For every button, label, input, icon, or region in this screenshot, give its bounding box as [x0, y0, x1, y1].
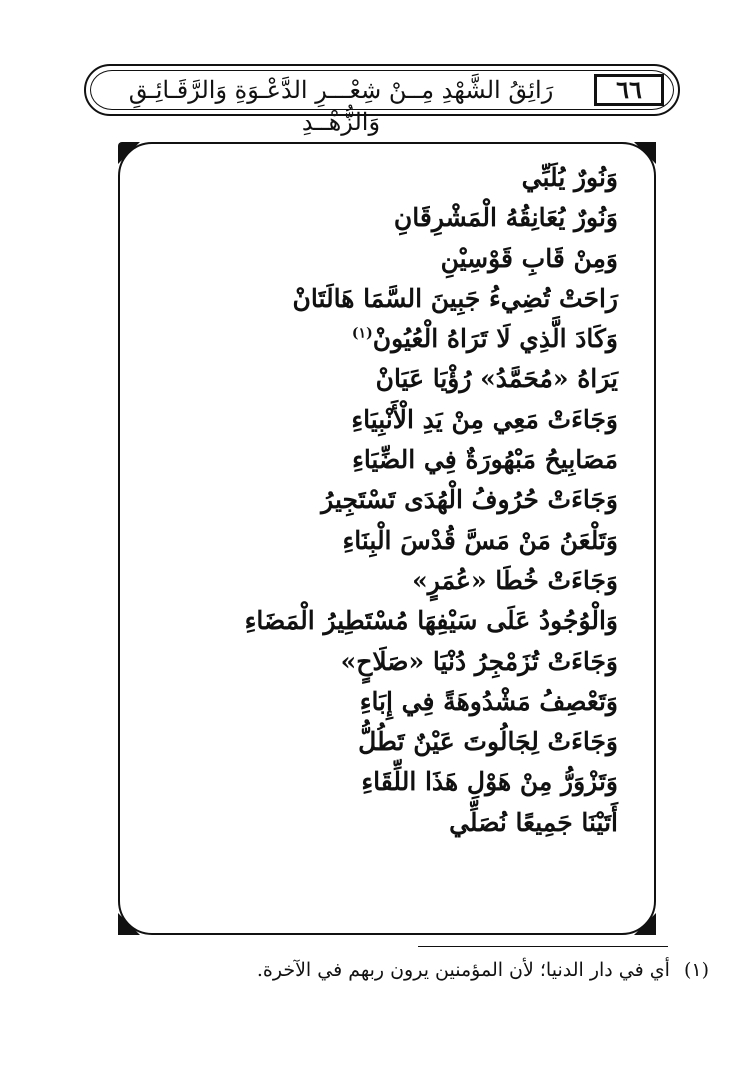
footnote-text: أي في دار الدنيا؛ لأن المؤمنين يرون ربهم في الآخرة. — [256, 959, 670, 981]
poem-line: وَمِنْ قَابِ قَوْسِيْنِ — [440, 243, 618, 273]
poem-line: وَالْوُجُودُ عَلَى سَيْفِهَا مُسْتَطِيرُ الْمَضَاءِ — [244, 606, 618, 636]
poem-line: وَجَاءَتْ لِجَالُوتَ عَيْنٌ تَطُلُّ — [358, 727, 618, 757]
footnote-marker: (١) — [351, 325, 373, 342]
page-number: ٦٦ — [594, 74, 664, 106]
poem-frame — [118, 142, 656, 935]
footnote-divider — [418, 946, 668, 947]
corner-ornament-bottom-right — [634, 913, 656, 935]
poem-line: وَجَاءَتْ مَعِي مِنْ يَدِ الْأَنْبِيَاءِ — [351, 404, 618, 434]
poem-line: وَتَلْعَنُ مَنْ مَسَّ قُدْسَ الْبِنَاءِ — [342, 525, 618, 555]
corner-ornament-bottom-left — [118, 913, 140, 935]
poem-line: أَتَيْنَا جَمِيعًا نُصَلِّي — [449, 807, 618, 837]
corner-ornament-top-right — [634, 142, 656, 164]
poem-line: وَنُورٌ يُلَبِّي — [521, 163, 618, 192]
poem-line: يَرَاهُ «مُحَمَّدُ» رُؤْيَا عَيَانْ — [375, 364, 618, 394]
footnote-number: (١) — [683, 959, 709, 981]
poem-lines — [150, 158, 618, 843]
poem-line: وَجَاءَتْ تُزَمْجِرُ دُنْيَا «صَلَاحٍ» — [340, 646, 618, 676]
corner-ornament-top-left — [118, 142, 140, 164]
poem-line: وَكَادَ الَّذِي لَا تَرَاهُ الْعُيُونْ$^{(١)}$ — [351, 324, 618, 354]
poem-line: رَاحَتْ تُضِيءُ جَبِينَ السَّمَا هَالَتَانْ — [292, 283, 618, 313]
poem-line: وَنُورٌ يُعَانِقُهُ الْمَشْرِقَانِ — [393, 203, 618, 233]
poem-line: وَجَاءَتْ حُرُوفُ الْهُدَى تَسْتَجِيرُ — [321, 485, 618, 515]
poem-line: وَتَعْصِفُ مَشْدُوهَةً فِي إِبَاءِ — [359, 686, 618, 716]
book-title: رَائِقُ الشَّهْدِ مِــنْ شِعْـــرِ الدَّعْـوَةِ وَالرَّقَـائِـقِ وَالزُّهْــدِ — [128, 76, 554, 136]
poem-line: مَصَابِيحُ مَبْهُورَةٌ فِي الضِّيَاءِ — [352, 445, 618, 475]
running-header — [84, 64, 680, 136]
footnote — [109, 956, 709, 984]
poem-line: وَجَاءَتْ خُطَا «عُمَرٍ» — [412, 565, 618, 595]
poem-line: وَتَزْوَرُّ مِنْ هَوْلِ هَذَا اللِّقَاءِ — [361, 767, 618, 797]
